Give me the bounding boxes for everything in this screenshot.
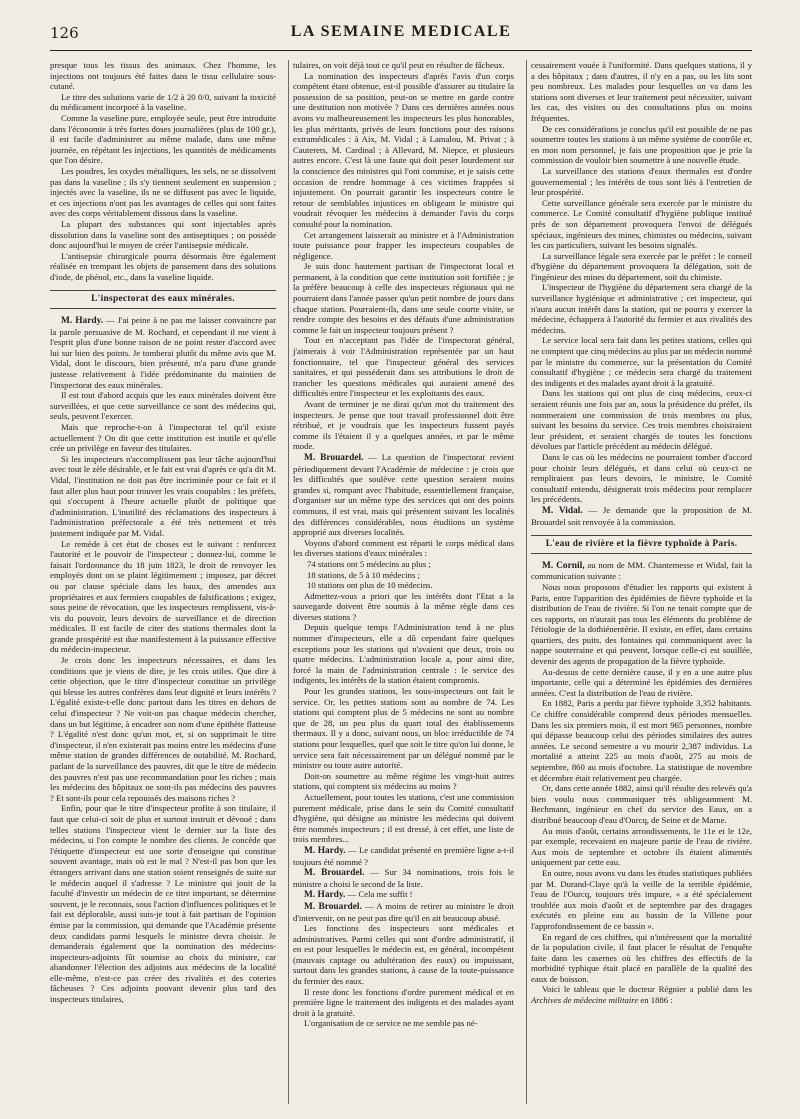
list-item: 10 stations ont plus de 10 médecins. — [307, 580, 433, 591]
paragraph: Enfin, pour que le titre d'inspecteur profite à son titulaire, il faut que celui-ci soit de plus et surtout instruit et dévoué ; dans telles stations l'inspecteur vient le dernier sur la liste des médecins, si l'on compte le nombre des clients. Je concède que l'étiquette d'inspecteur est une sorte d'enseigne qui constitue souvent avantage, mais où est le mal ? N'est-il pas bon que les étrangers arrivant dans une station soient renseignés de suite sur le médecin auquel il s'adresse ? Le ministre qui jouit de la faculté d'investir un médecin de ce titre important, se détermine souvent, je le reconnais, sous l'action d'influences politiques et le fait est déplorable, aussi suis-je tout à fait partisan de l'opinion émise par la commission, qui demande que l'Académie présente deux candidats parmi lesquels le ministre devra choisir. Je demanderais également que la nomination des médecins-inspecteurs-adjoints fût soumise au choix du ministre, car abandonner l'élection des adjoints aux médecins de la localité elle-même, n'est-ce pas créer des rivalités et des coteries fâcheuses ? Ces adjoints pouvant devenir plus tard des inspecteurs titulaires, — [50, 803, 276, 1005]
paragraph: Avant de terminer je ne dirai qu'un mot du traitement des inspecteurs. Je pense que tout travail professionnel doit être rétribué, et je voudrais que les inspecteurs fussent payés comme ils l'étaient il y a quelques années, et par le même mode. — [293, 399, 514, 452]
paragraph: Voyons d'abord comment est réparti le corps médical dans les diverses stations d'eaux minérales : — [293, 537, 514, 559]
paragraph: L'organisation de ce service ne me semble pas né- — [304, 1018, 478, 1029]
paragraph: La surveillance légale sera exercée par le préfet : le conseil d'hygiène du département provoquera la délégation, soit de l'ingénieur des mines du département, soit du chimiste. — [531, 250, 752, 282]
paragraph: Je crois donc les inspecteurs nécessaires, et dans les conditions que je viens de dire, je les crois utiles. Que dire à cette objection, que le titre d'inspecteur constitue un privilège qui blesse les autres confrères dans leur dignité et leurs intérêts ? L'égalité existe-t-elle donc partout dans les titres en dehors de celui d'inspecteur ? Ne voit-on pas chaque médecin chercher, dans un but légitime, à encadrer son nom d'une épithète flatteuse ? L'égalité n'est donc qu'un mot, et, si on supprimait le titre d'inspecteur, il n'en existerait pas moins entre les médecins d'une même station de grandes différences de notabilité. M. Rochard, parlant de la surveillance des pauvres, dit que le titre de médecin des pauvres n'est pas une recommandation pour les riches ; mais les médecins des hôpitaux ne sont-ils pas médecins des pauvres ? Et sont-ils pour cela repoussés des maisons riches ? — [50, 655, 276, 803]
speaker-name: M. Brouardel. — [304, 452, 364, 463]
column-1 — [50, 60, 276, 1104]
paragraph — [531, 560, 752, 582]
paragraph: Il reste donc les fonctions d'ordre purement médical et en première ligne le traitement des indigents et des malades ayant droit à la gratuité. — [293, 986, 514, 1018]
paragraph: Le titre des solutions varie de 1/2 à 20 0/0, suivant la toxicité du médicament incorporé à la vaseline. — [50, 91, 276, 113]
paragraph: Admettez-vous a priori que les intérêts dont l'Etat a la sauvegarde doivent être soumis à la même règle dans ces diverses stations ? — [293, 590, 514, 622]
paragraph: Si les inspecteurs n'accomplissent pas leur tâche aujourd'hui avec tout le zèle désirable, et le fait est vrai d'après ce qu'a dit M. Vidal, l'institution ne doit pas être incriminée pour ce fait et il faut aller plus haut pour trouver les vrais coupables : les préfets, qui s'occupent à l'heure actuelle plutôt de politique que d'administration. L'inutilité des réclamations des inspecteurs à l'administration préfectorale a été très nettement et très justement indiquée par M. Vidal. — [50, 453, 276, 538]
paragraph: Nous nous proposons d'étudier les rapports qui existent à Paris, entre l'apparition des épidémies de fièvre typhoïde et la distribution de l'eau de rivière. Si l'on ne tenait compte que de ces rapports, on n'aurait pas tous les éléments du problème de l'étiologie de la dothiénentérie. Il existe, en effet, dans certains quartiers, des puits, des fontaines qui communiquent avec la nappe souterraine et qui peuvent, lorsque celle-ci est souillée, devenir des agents de propagation de la fièvre typhoïde. — [531, 581, 752, 667]
paragraph: De ces considérations je conclus qu'il est possible de ne pas soumettre toutes les stations à un même système de contrôle et, en mon nom personnel, je fais une proposition que je prie la commission de vouloir bien soumettre à une nouvelle étude. — [531, 123, 752, 166]
speech-text: — Le candidat présenté en première ligne a-t-il toujours été nommé ? — [293, 844, 514, 867]
paragraph-text: en 1886 : — [638, 995, 673, 1006]
speech-text: — A moins de retirer au ministre le droit d'intervenir, on ne peut pas dire qu'il en ait beaucoup abusé. — [293, 900, 514, 923]
paragraph-text: Voici le tableau que le docteur Régnier a publié dans les — [542, 984, 752, 995]
page-number: 126 — [50, 24, 79, 42]
paragraph: La nomination des inspecteurs d'après l'avis d'un corps compétent étant obtenue, est-il possible d'assurer au titulaire la possession de sa position, peut-on se mettre en garde contre une destitution non motivée ? Dans ces dernières années nous avons vu malheureusement les inspecteurs les plus honorables, les plus méritants, privés de leurs fonctions pour des raisons extramédicales : à Aix, M. Vidal ; à Lamalou, M. Privat ; à Cauterets, M. Cardinal ; à Allevard, M. Niepce, et plusieurs autres encore. C'est là une faute qui doit peser lourdement sur la conscience des ministres qui l'ont commise, et je saisis cette occasion de rendre hommage à ces victimes frappées si injustement. On pourrait garantir les inspecteurs contre le retour de semblables injustices en obligeant le ministre qui voudrait révoquer les médecins à demander l'avis du corps consulté pour la nomination. — [293, 70, 514, 229]
paragraph — [293, 867, 514, 889]
paragraph — [50, 315, 276, 390]
paragraph: Les poudres, les oxydes métalliques, les sels, ne se dissolvent pas dans la vaseline ; ils s'y tiennent seulement en suspension ; injectés avec la vaseline, ils ne se diffusent pas avec le liquide, et ces injections n'ont pas les avantages de celles qui sont faites avec des corps véritablement dissous dans la vaseline. — [50, 165, 276, 219]
paragraph: Le remède à cet état de choses est le suivant : renforcez l'autorité et le pouvoir de l'inspecteur ; donnez-lui, comme le faisait l'ordonnance du 18 juin 1823, le droit de renvoyer les employés dont on se plaint légitimement ; imposez, par décret ou par clause spéciale dans les baux, des amendes aux propriétaires et aux fermiers coupables de falsifications ; exigez, sous peine de révocation, que les inspecteurs remplissent, vis-à-vis du pouvoir, leurs devoirs de surveillance et de direction médicales. Il est facile de citer des stations thermales dont la grande prospérité est due manifestement à la puissance effective du médecin-inspecteur. — [50, 538, 276, 655]
paragraph: Il est tout d'abord acquis que les eaux minérales doivent être surveillées, et que cette surveillance ce sont des médecins qui, seuls, peuvent l'exercer. — [50, 390, 276, 422]
paragraph: L'antisepsie chirurgicale pourra désormais être également réalisée en trempant les objets de pansement dans des solutions d'iode, de phénol, etc., dans la vaseline liquide. — [50, 250, 276, 282]
speech-text: — J'ai peine à ne pas me laisser convaincre par la parole persuasive de M. Rochard, et cependant il me vient à l'esprit plus d'une bonne raison de ne point rester d'accord avec lui sur bien des points. Je tomberai plutôt du même avis que M. Vidal, dont le discours, bien présenté, m'a paru d'une grande justesse relativement à l'idée prédominante du maintien de l'inspectorat des eaux minérales. — [50, 315, 276, 390]
paragraph: Cet arrangement laisserait au ministre et à l'Administration toute puissance pour frapper les inspecteurs coupables de négligence. — [293, 229, 514, 261]
paragraph: L'inspecteur de l'hygiène du département sera chargé de la surveillance hygiénique et administrative ; cet inspecteur, qui n'aura aucun intérêt dans la station, qui ne pourra y exercer la médecine, échappera à l'autorité du fermier et aux rivalités des médecins. — [531, 282, 752, 335]
paragraph: presque tous les tissus des animaux. Chez l'homme, les injections ont toujours été faites dans le tissu cellulaire sous-cutané. — [50, 60, 276, 92]
paragraph: Depuis quelque temps l'Administration tend à ne plus nommer d'inspecteurs, elle a dû cependant faire quelques exceptions pour les stations qui n'avaient que deux, trois ou quatre médecins. L'administration locale a, pour ainsi dire, forcé la main de l'administration centrale : le service des indigents, les intérêts de la station étaient compromis. — [293, 622, 514, 686]
list-item: 18 stations, de 5 à 10 médecins ; — [307, 569, 420, 580]
paragraph — [531, 984, 752, 1005]
column-2 — [288, 60, 514, 1104]
speaker-name: M. Hardy. — [304, 845, 346, 856]
article-columns — [50, 60, 752, 1104]
paragraph: Au mois d'août, certains arrondissements, le 11e et le 12e, par exemple, recevaient en majeure partie de l'eau de rivière. Aux mois de septembre et octobre ils étaient alimentés uniquement par cette eau. — [531, 825, 752, 868]
speaker-name: M. Cornil, — [542, 560, 585, 571]
paragraph: Cette surveillance générale sera exercée par le ministre du commerce. Le Comité consultatif d'hygiène publique institué près de son département provoquera l'envoi de délégués spéciaux, ingénieurs des mines, chimistes ou médecins, suivant les cas particuliers, suivant les besoins signalés. — [531, 197, 752, 251]
speech-text: — Cela me suffit ! — [345, 889, 413, 900]
paragraph: Comme la vaseline pure, employée seule, peut être introduite dans l'économie à très fortes doses journalières (plus de 100 gr.), il est facile d'administrer au même malade, dans une même journée, en répétant les injections, les quantités de médicaments que l'on désire. — [50, 112, 276, 166]
paragraph: En regard de ces chiffres, qui n'intéressent que la mortalité de la population civile, il faut placer le résultat de l'enquête faite dans les casernes où les chiffres des effectifs de la morbidité typhique était placé en parallèle de la qualité des eaux de boisson. — [531, 931, 752, 984]
paragraph — [293, 845, 514, 867]
paragraph: Doit-on soumettre au même régime les vingt-huit autres stations, qui comptent six médecins au moins ? — [293, 770, 514, 792]
speaker-name: M. Brouardel. — [304, 901, 362, 912]
section-heading: L'eau de rivière et la fièvre typhoïde à Paris. — [531, 535, 752, 554]
paragraph: tulaires, on voit déjà tout ce qu'il peut en résulter de fâcheux. — [293, 60, 505, 70]
column-3 — [526, 60, 752, 1104]
paragraph: Pour les grandes stations, les sous-inspecteurs ont fait le service. Or, les petites stations sont au nombre de 74. Les stations qui comptent plus de 5 médecins ne sont au nombre que de 28, un peu plus du quart total des établissements thermaux. Il y a donc, suivant nous, un bloc irréductible de 74 stations pour lesquelles, quel que soit le titre qu'on lui donne, le service sera fait nécessairement par un délégué nommé par le ministre ou toute autre autorité. — [293, 686, 514, 771]
paragraph — [293, 452, 514, 538]
paragraph: Dans le cas où les médecins ne pourraient tomber d'accord pour choisir leurs délégués, et dans celui où ceux-ci ne rempliraient pas leurs devoirs, le ministre, le Comité consultatif entendu, désignerait trois médecins pour remplacer les précédents. — [531, 451, 752, 505]
paragraph: Je suis donc hautement partisan de l'inspectorat local et permanent, à la condition que cette institution soit fortifiée ; je la préfère beaucoup à celle des inspecteurs régionaux qui ne pourraient dans l'année passer qu'un petit nombre de jours dans chaque station. Pourraient-ils, dans une seule courte visite, se rendre compte des besoins et des défauts d'une administration comme le fait un inspecteur toujours présent ? — [293, 261, 514, 335]
speech-text: — Sur 34 nominations, trois fois le ministre a choisi le second de la liste. — [293, 867, 514, 889]
paragraph: Mais que reproche-t-on à l'inspectorat tel qu'il existe actuellement ? On dit que cette institution est inutile et qu'elle crée un privilège en faveur des titulaires. — [50, 422, 276, 454]
journal-reference: Archives de médecine militaire — [531, 995, 639, 1006]
journal-title: LA SEMAINE MEDICALE — [290, 23, 512, 40]
paragraph: Tout en n'acceptant pas l'idée de l'inspectorat général, j'aimerais à voir l'Administration représentée par un haut fonctionnaire, tel que l'inspecteur général des services sanitaires, et qui posséderait dans ses attributions le droit de trancher les questions médicales qui auraient amené des difficultés entre l'inspecteur et les exploitants des eaux. — [293, 335, 514, 399]
speaker-name: M. Hardy. — [61, 316, 104, 327]
section-heading: L'inspectorat des eaux minérales. — [50, 290, 276, 309]
paragraph: En outre, nous avons vu dans les études statistiques publiées par M. Durand-Claye qu'à la veille de la terrible épidémie, l'eau de l'Ourcq, toujours très impure, « a été spécialement troublée aux mois d'août et de septembre par des dragages exécutés en pleine eau au bassin de la Villette pour l'approfondissement de ce bassin ». — [531, 867, 752, 931]
speech-text: au nom de MM. Chantemesse et Widal, fait la communication suivante : — [531, 559, 752, 582]
paragraph: Le service local sera fait dans les petites stations, celles qui ne comptent que cinq médecins au plus par un médecin nommé par le ministre du commerce, sur la présentation du Comité consultatif d'hygiène ; ce médecin sera chargé du traitement des indigents et des malades ayant droit à la gratuité. — [531, 335, 752, 388]
paragraph: La surveillance des stations d'eaux thermales est d'ordre gouvernemental ; les intérêts de tous sont liés à l'entretien de leur prospérité. — [531, 165, 752, 198]
paragraph: Dans les stations qui ont plus de cinq médecins, ceux-ci seraient réunis une fois par an, sous la présidence du préfet, ils nommeraient une commission de trois membres ou plus, suivant les besoins du service. Ces trois membres choisiraient leur président, et seraient chargés de toutes les fonctions dévolues par l'article précédent au médecin délégué. — [531, 388, 752, 452]
paragraph — [293, 889, 514, 901]
speaker-name: M. Hardy. — [304, 890, 346, 901]
paragraph: En 1882, Paris a perdu par fièvre typhoïde 3,352 habitants. Ce chiffre considérable comprend deux périodes mensuelles. Dans les six premiers mois, il est mort 965 personnes, nombre qui dépasse beaucoup celui des périodes similaires des autres années. Le second semestre a vu mourir 2,387 individus. La mortalité a atteint 225 au mois d'août, 275 au mois de septembre, 860 au mois d'octobre. La statistique de novembre et décembre était relativement peu chargée. — [531, 698, 752, 783]
paragraph: cessairement vouée à l'uniformité. Dans quelques stations, il y a des hôpitaux ; dans d'autres, il n'y en a pas, ou les lits sont peu nombreux. Les malades pour lesquelles on va dans les stations sont diverses et leur traitement peut nécessiter, suivant les cas, des visites ou des consultations plus ou moins fréquentes. — [531, 60, 752, 123]
paragraph: Actuellement, pour toutes les stations, c'est une commission purement médicale, prise dans le sein du Comité consultatif d'hygiène, qui désigne au ministre les médecins qui doivent être nommés inspecteurs ; il est dressé, à cet effet, une liste de trois membres... — [293, 791, 514, 845]
paragraph: La plupart des substances qui sont injectables après dissolution dans la vaseline sont des antiseptiques ; on possède donc aujourd'hui le moyen de créer l'antisepsie médicale. — [50, 218, 276, 251]
paragraph: Or, dans cette année 1882, ainsi qu'il résulte des relevés qu'a bien voulu nous communiquer très obligeamment M. Bechmann, ingénieur en chef du service des Eaux, on a distribué beaucoup d'eau d'Ourcq, de Seine et de Marne. — [531, 783, 752, 825]
paragraph — [293, 901, 514, 923]
paragraph: Au-dessus de cette dernière cause, il y en a une autre plus importante, celle qui a déterminé les épidémies des dernières années. C'est la distribution de l'eau de rivière. — [531, 666, 752, 698]
speech-text: — Je demande que la proposition de M. Brouardel soit renvoyée à la commission. — [531, 504, 752, 527]
paragraph — [531, 505, 752, 527]
running-head — [50, 20, 752, 51]
speech-text: — La question de l'inspectorat revient périodiquement devant l'Académie de médecine : je crois que les difficultés que soulève cette question seraient moins grandes si, rompant avec l'habitude, essentiellement française, d'organiser sur un même type des services qui ont des points communs, il est vrai, mais qui présentent suivant les localités des différences considérables, nous étudiions un système approprié aux diverses localités. — [293, 451, 514, 538]
speaker-name: M. Vidal. — [542, 505, 583, 516]
paragraph: Les fonctions des inspecteurs sont médicales et administratives. Parmi celles qui sont d'ordre administratif, il en est pour lesquelles le médecin est, en général, incompétent (mauvais captage ou adultération des eaux) ou impuissant, surtout dans les grandes stations, à cause de la toute-puissance du fermier des eaux. — [293, 923, 514, 987]
list-item: 74 stations ont 5 médecins au plus ; — [307, 558, 431, 569]
speaker-name: M. Brouardel. — [304, 868, 365, 879]
